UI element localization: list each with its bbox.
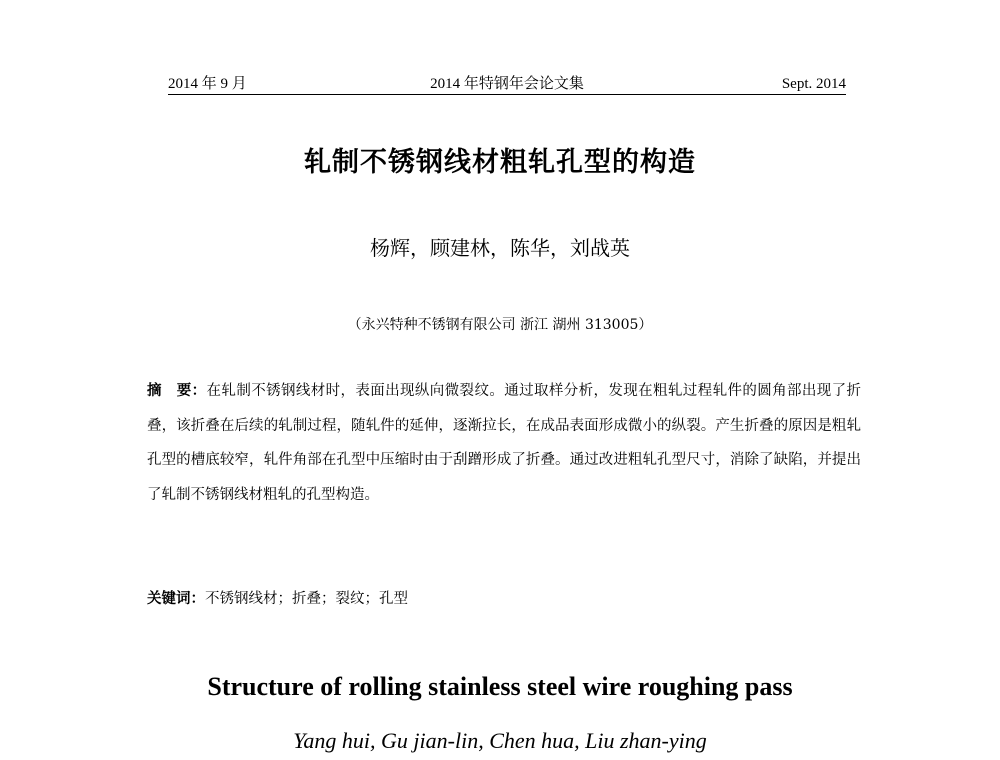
affiliation-cn: （永兴特种不锈钢有限公司 浙江 湖州 313005） (347, 317, 653, 333)
paper-title-en: Structure of rolling stainless steel wire roughing pass (207, 672, 793, 701)
abstract-cn (147, 374, 861, 512)
paper-title-cn: 轧制不锈钢线材粗轧孔型的构造 (304, 147, 696, 178)
keywords-label: 关键词： (147, 591, 205, 607)
abstract-label: 摘 要： (147, 383, 207, 399)
keywords-cn (147, 584, 861, 614)
header-date-cn: 2014 年 9 月 (168, 76, 247, 92)
running-header (168, 74, 846, 95)
header-proceedings-title: 2014 年特钢年会论文集 (430, 76, 584, 92)
keywords-text: 不锈钢线材；折叠；裂纹；孔型 (205, 591, 408, 607)
authors-en: Yang hui, Gu jian-lin, Chen hua, Liu zhan-ying (293, 728, 707, 753)
header-date-en: Sept. 2014 (781, 76, 846, 92)
authors-cn: 杨辉，顾建林，陈华，刘战英 (370, 236, 630, 260)
abstract-text: 在轧制不锈钢线材时，表面出现纵向微裂纹。通过取样分析，发现在粗轧过程轧件的圆角部出现了折叠，该折叠在后续的轧制过程，随轧件的延伸，逐渐拉长，在成品表面形成微小的纵裂。产生折叠的原因是粗轧孔型的槽底较窄，轧件角部在孔型中压缩时由于刮蹭形成了折叠。通过改进粗轧孔型尺寸，消除了缺陷，并提出了轧制不锈钢线材粗轧的孔型构造。 (147, 383, 862, 503)
